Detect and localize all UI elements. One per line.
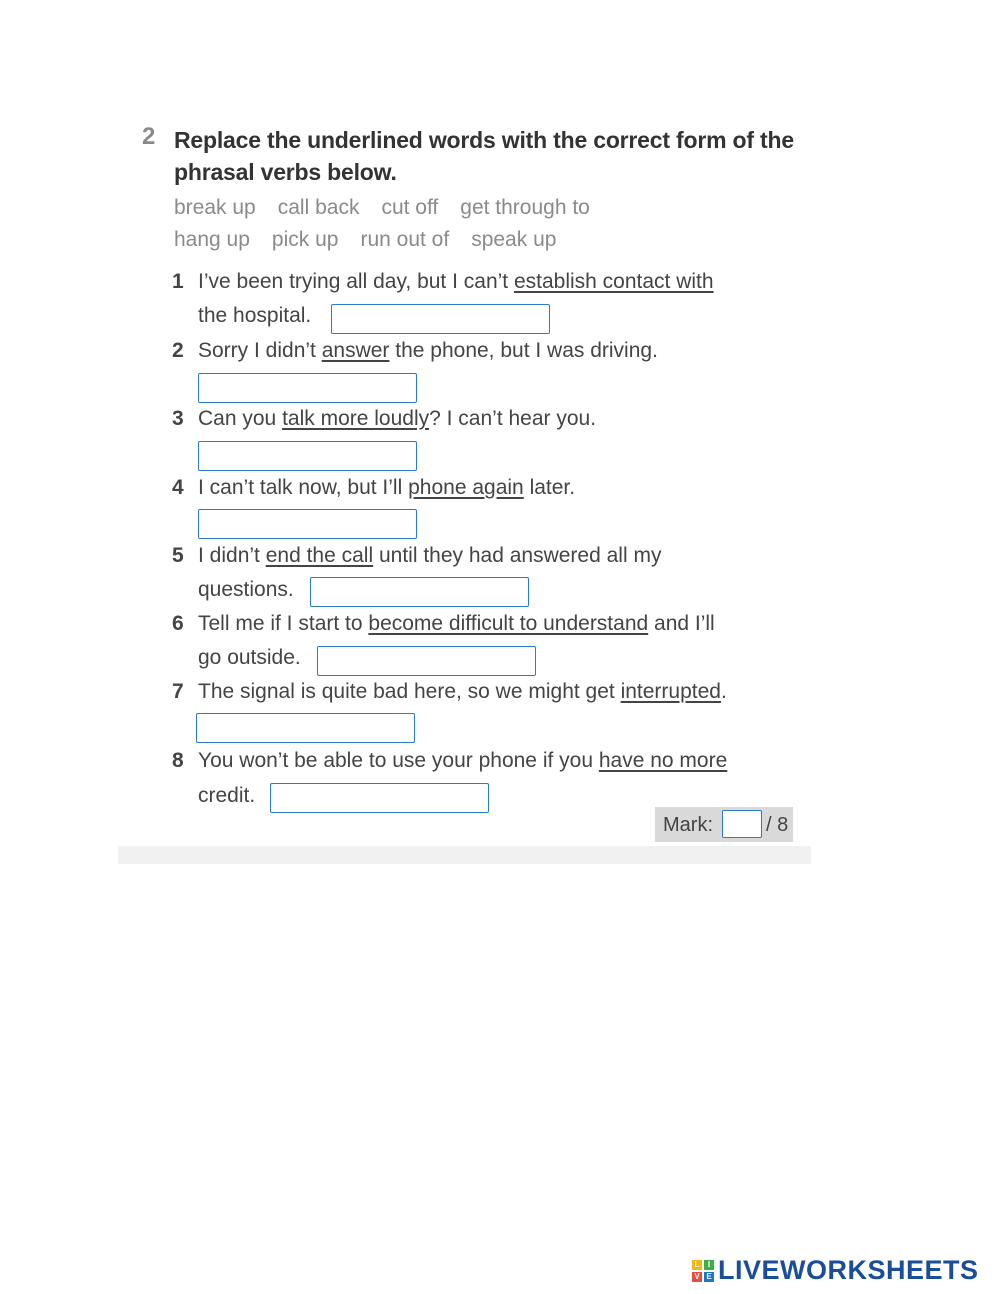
- verb-option: pick up: [271, 228, 339, 251]
- underlined-phrase: end the call: [265, 544, 374, 567]
- item-5-continuation: questions.: [198, 578, 294, 601]
- item-6-continuation: go outside.: [198, 646, 301, 669]
- verb-option: hang up: [174, 228, 250, 251]
- answer-input-2[interactable]: [198, 373, 417, 403]
- item-8-continuation: credit.: [198, 784, 256, 807]
- verb-option: speak up: [471, 228, 557, 251]
- underlined-phrase: answer: [321, 339, 390, 362]
- instructions-line-2: phrasal verbs below.: [174, 159, 397, 185]
- page-divider: [118, 846, 811, 864]
- underlined-phrase: establish contact with: [513, 270, 714, 293]
- item-8-sentence: You won’t be able to use your phone if you have no more: [198, 749, 728, 772]
- underlined-phrase: have no more: [598, 749, 728, 772]
- item-number: 4: [172, 476, 184, 499]
- verb-option: run out of: [360, 228, 450, 251]
- item-2-sentence: Sorry I didn’t answer the phone, but I was driving.: [198, 339, 658, 362]
- item-1-sentence: I’ve been trying all day, but I can’t establish contact with: [198, 270, 714, 293]
- underlined-phrase: talk more loudly: [282, 407, 430, 430]
- verb-option: get through to: [460, 196, 590, 219]
- exercise-number: 2: [142, 123, 156, 150]
- answer-input-8[interactable]: [270, 783, 489, 813]
- item-3-sentence: Can you talk more loudly? I can’t hear you.: [198, 407, 597, 430]
- item-6-sentence: Tell me if I start to become difficult to understand and I’ll: [198, 612, 715, 635]
- exercise-instructions: [174, 124, 794, 188]
- item-number: 8: [172, 749, 184, 772]
- verb-option: call back: [277, 196, 360, 219]
- item-number: 1: [172, 270, 184, 293]
- item-1-continuation: the hospital.: [198, 304, 312, 327]
- item-number: 6: [172, 612, 184, 635]
- item-4-sentence: I can’t talk now, but I’ll phone again later.: [198, 476, 576, 499]
- answer-input-7[interactable]: [196, 713, 415, 743]
- underlined-phrase: become difficult to understand: [368, 612, 649, 635]
- item-7-sentence: The signal is quite bad here, so we might get interrupted.: [198, 680, 727, 703]
- item-number: 3: [172, 407, 184, 430]
- instructions-line-1: Replace the underlined words with the correct form of the: [174, 127, 794, 153]
- phrasal-verbs-row-2: [174, 228, 578, 252]
- mark-label: Mark:: [663, 814, 713, 836]
- item-number: 2: [172, 339, 184, 362]
- phrasal-verbs-row-1: [174, 196, 612, 220]
- answer-input-1[interactable]: [331, 304, 550, 334]
- item-number: 5: [172, 544, 184, 567]
- answer-input-6[interactable]: [317, 646, 536, 676]
- mark-input[interactable]: [722, 810, 762, 838]
- logo-mark-icon: L I V E: [692, 1260, 714, 1282]
- verb-option: cut off: [381, 196, 439, 219]
- underlined-phrase: interrupted: [620, 680, 721, 703]
- answer-input-5[interactable]: [310, 577, 529, 607]
- liveworksheets-logo: [692, 1255, 979, 1286]
- underlined-phrase: phone again: [408, 476, 524, 499]
- answer-input-3[interactable]: [198, 441, 417, 471]
- item-5-sentence: I didn’t end the call until they had answered all my: [198, 544, 662, 567]
- answer-input-4[interactable]: [198, 509, 417, 539]
- mark-total: / 8: [766, 814, 789, 836]
- logo-text: LIVEWORKSHEETS: [718, 1255, 979, 1285]
- verb-option: break up: [174, 196, 256, 219]
- item-number: 7: [172, 680, 184, 703]
